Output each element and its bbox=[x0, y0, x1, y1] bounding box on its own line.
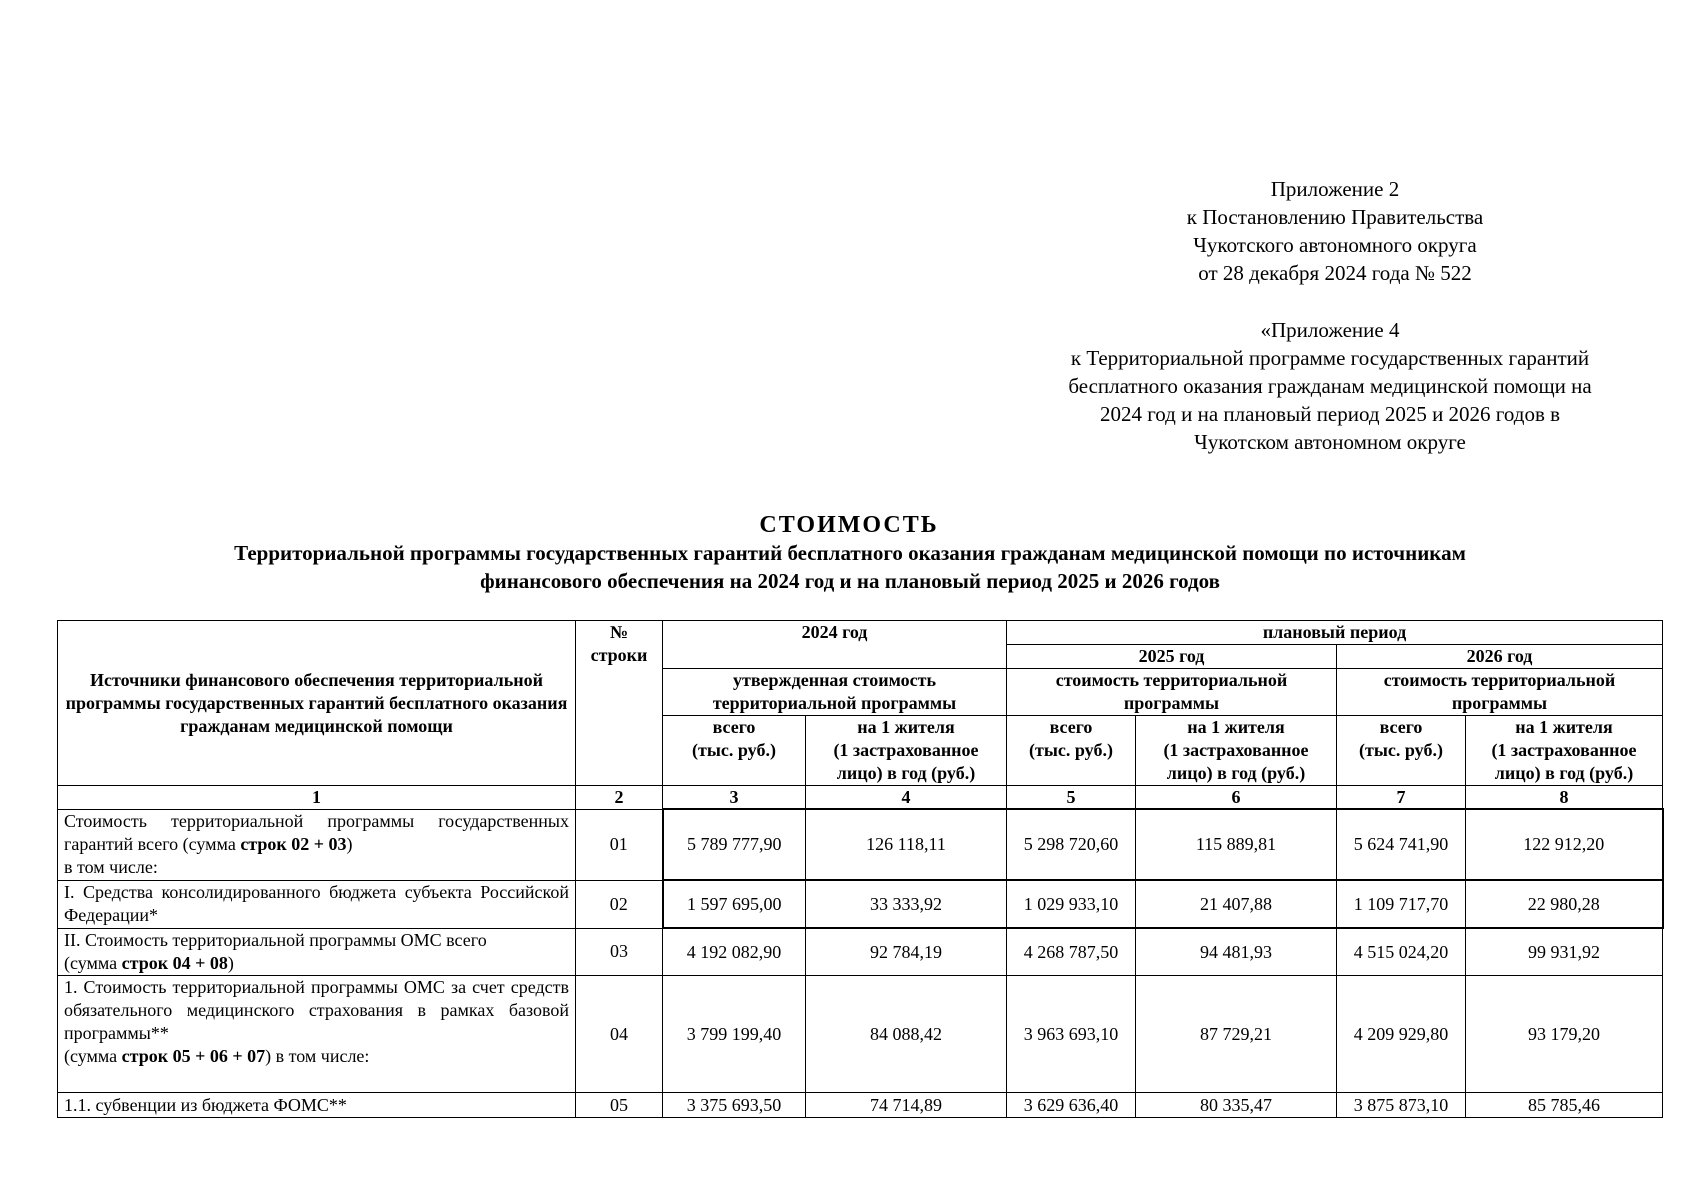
per-capita-header-line: лицо) в год (руб.) bbox=[836, 763, 976, 783]
per-capita-header-line: на 1 жителя bbox=[857, 717, 955, 737]
appendix-4-line: 2024 год и на плановый период 2025 и 2026 годов в bbox=[1099, 402, 1561, 426]
appendix-2-line: Чукотского автономного округа bbox=[1193, 233, 1477, 257]
value-per-capita-2026: 93 179,20 bbox=[1466, 976, 1663, 1093]
per-capita-header-line: лицо) в год (руб.) bbox=[1494, 763, 1634, 783]
value-per-capita-2025: 94 481,93 bbox=[1136, 928, 1337, 976]
value-per-capita-2026: 99 931,92 bbox=[1466, 928, 1663, 976]
value-total-2024: 5 789 777,90 bbox=[663, 809, 806, 880]
value-total-2025: 3 963 693,10 bbox=[1007, 976, 1136, 1093]
table-row bbox=[58, 976, 1663, 1093]
year-2025-header: 2025 год bbox=[1007, 645, 1337, 669]
value-total-2026: 5 624 741,90 bbox=[1337, 809, 1466, 880]
total-header-line: всего bbox=[712, 717, 756, 737]
value-per-capita-2024: 74 714,89 bbox=[806, 1093, 1007, 1118]
row-number-header bbox=[576, 621, 663, 786]
description-text: ) bbox=[227, 952, 234, 973]
per-capita-header-line: (1 застрахованное bbox=[1163, 740, 1309, 760]
program-cost-2026-header: стоимость территориальной программы bbox=[1337, 669, 1663, 716]
row-number-header-line: строки bbox=[590, 645, 648, 665]
total-header-line: всего bbox=[1379, 717, 1423, 737]
value-total-2024: 3 799 199,40 bbox=[663, 976, 806, 1093]
appendix-2-line: от 28 декабря 2024 года № 522 bbox=[1198, 261, 1472, 285]
value-total-2024: 4 192 082,90 bbox=[663, 928, 806, 976]
appendix-4-line: «Приложение 4 bbox=[1260, 318, 1400, 342]
row-description: I. Средства консолидированного бюджета субъекта Российской Федерации* bbox=[58, 880, 576, 928]
value-total-2025: 4 268 787,50 bbox=[1007, 928, 1136, 976]
year-2024-header: 2024 год bbox=[663, 621, 1007, 669]
sources-header: Источники финансового обеспечения территориальной программы государственных гарантий бесплатного оказания гражданам медицинской помощи bbox=[58, 621, 576, 786]
description-text: (сумма bbox=[64, 1046, 122, 1066]
value-total-2026: 4 209 929,80 bbox=[1337, 976, 1466, 1093]
row-code: 03 bbox=[576, 928, 663, 976]
value-total-2024: 1 597 695,00 bbox=[663, 880, 806, 928]
row-code: 01 bbox=[576, 809, 663, 880]
table-row bbox=[58, 880, 1663, 928]
value-per-capita-2025: 115 889,81 bbox=[1136, 809, 1337, 880]
table-row bbox=[58, 1093, 1663, 1118]
per-capita-header-2024 bbox=[806, 716, 1007, 786]
value-total-2025: 5 298 720,60 bbox=[1007, 809, 1136, 880]
row-code: 04 bbox=[576, 976, 663, 1093]
appendix-2-line: Приложение 2 bbox=[1270, 177, 1400, 201]
column-number: 7 bbox=[1337, 786, 1466, 810]
description-text: 1. Стоимость территориальной программы ОМС за счет средств обязательного медицинского страхования в рамках базовой программы** bbox=[64, 977, 569, 1043]
value-total-2026: 3 875 873,10 bbox=[1337, 1093, 1466, 1118]
row-description bbox=[58, 928, 576, 976]
value-per-capita-2024: 84 088,42 bbox=[806, 976, 1007, 1093]
column-number: 5 bbox=[1007, 786, 1136, 810]
row-code: 02 bbox=[576, 880, 663, 928]
total-header-2024 bbox=[663, 716, 806, 786]
financing-table bbox=[57, 620, 1664, 1118]
column-numbers-row bbox=[58, 786, 1663, 810]
description-text: ) bbox=[346, 833, 353, 854]
total-header-2026 bbox=[1337, 716, 1466, 786]
subtitle-line: финансового обеспечения на 2024 год и на плановый период 2025 и 2026 годов bbox=[480, 569, 1220, 593]
value-per-capita-2026: 122 912,20 bbox=[1466, 809, 1663, 880]
column-number: 3 bbox=[663, 786, 806, 810]
column-number: 1 bbox=[58, 786, 576, 810]
column-number: 6 bbox=[1136, 786, 1337, 810]
value-total-2026: 1 109 717,70 bbox=[1337, 880, 1466, 928]
column-number: 4 bbox=[806, 786, 1007, 810]
per-capita-header-line: на 1 жителя bbox=[1515, 717, 1613, 737]
total-header-line: (тыс. руб.) bbox=[1359, 740, 1443, 760]
table-row bbox=[58, 928, 1663, 976]
description-bold-text: строк 05 + 06 + 07 bbox=[121, 1046, 266, 1066]
value-total-2025: 1 029 933,10 bbox=[1007, 880, 1136, 928]
description-bold-text: строк 04 + 08 bbox=[121, 952, 228, 973]
value-per-capita-2024: 92 784,19 bbox=[806, 928, 1007, 976]
total-header-line: всего bbox=[1049, 717, 1093, 737]
row-description bbox=[58, 809, 576, 880]
per-capita-header-line: (1 застрахованное bbox=[1491, 740, 1637, 760]
value-per-capita-2025: 87 729,21 bbox=[1136, 976, 1337, 1093]
column-number: 8 bbox=[1466, 786, 1663, 810]
year-2026-header: 2026 год bbox=[1337, 645, 1663, 669]
value-per-capita-2026: 85 785,46 bbox=[1466, 1093, 1663, 1118]
per-capita-header-2025 bbox=[1136, 716, 1337, 786]
total-header-2025 bbox=[1007, 716, 1136, 786]
subtitle-line: Территориальной программы государственных гарантий бесплатного оказания гражданам медицинской помощи по источникам bbox=[234, 541, 1466, 565]
description-text: в том числе: bbox=[64, 856, 158, 877]
per-capita-header-line: на 1 жителя bbox=[1187, 717, 1285, 737]
row-code: 05 bbox=[576, 1093, 663, 1118]
column-number: 2 bbox=[576, 786, 663, 810]
per-capita-header-line: лицо) в год (руб.) bbox=[1166, 763, 1306, 783]
value-total-2025: 3 629 636,40 bbox=[1007, 1093, 1136, 1118]
description-text: ) в том числе: bbox=[265, 1046, 370, 1066]
description-text: II. Стоимость территориальной программы ОМС всего bbox=[64, 929, 487, 950]
table-row bbox=[58, 809, 1663, 880]
value-per-capita-2025: 80 335,47 bbox=[1136, 1093, 1337, 1118]
per-capita-header-line: (1 застрахованное bbox=[833, 740, 979, 760]
description-text: (сумма bbox=[64, 952, 122, 973]
approved-cost-header: утвержденная стоимость территориальной программы bbox=[663, 669, 1007, 716]
appendix-2-header bbox=[1100, 175, 1570, 287]
value-per-capita-2026: 22 980,28 bbox=[1466, 880, 1663, 928]
program-cost-2025-header: стоимость территориальной программы bbox=[1007, 669, 1337, 716]
appendix-4-line: Чукотском автономном округе bbox=[1194, 430, 1466, 454]
appendix-4-line: к Территориальной программе государственных гарантий bbox=[1070, 346, 1590, 370]
row-number-header-line: № bbox=[609, 622, 629, 642]
value-total-2026: 4 515 024,20 bbox=[1337, 928, 1466, 976]
total-header-line: (тыс. руб.) bbox=[1029, 740, 1113, 760]
value-total-2024: 3 375 693,50 bbox=[663, 1093, 806, 1118]
total-header-line: (тыс. руб.) bbox=[692, 740, 776, 760]
appendix-2-line: к Постановлению Правительства bbox=[1186, 205, 1484, 229]
document-subtitle bbox=[130, 539, 1570, 595]
value-per-capita-2024: 33 333,92 bbox=[806, 880, 1007, 928]
row-description: 1.1. субвенции из бюджета ФОМС** bbox=[58, 1093, 576, 1118]
description-text: Стоимость территориальной программы государственных гарантий всего (сумма bbox=[64, 810, 569, 854]
row-description bbox=[58, 976, 576, 1093]
document-title: СТОИМОСТЬ bbox=[759, 512, 939, 538]
appendix-4-line: бесплатного оказания гражданам медицинской помощи на bbox=[1068, 374, 1592, 398]
value-per-capita-2024: 126 118,11 bbox=[806, 809, 1007, 880]
value-per-capita-2025: 21 407,88 bbox=[1136, 880, 1337, 928]
description-bold-text: строк 02 + 03 bbox=[240, 833, 347, 854]
planned-period-header: плановый период bbox=[1007, 621, 1663, 645]
appendix-4-header bbox=[1000, 316, 1660, 456]
per-capita-header-2026 bbox=[1466, 716, 1663, 786]
